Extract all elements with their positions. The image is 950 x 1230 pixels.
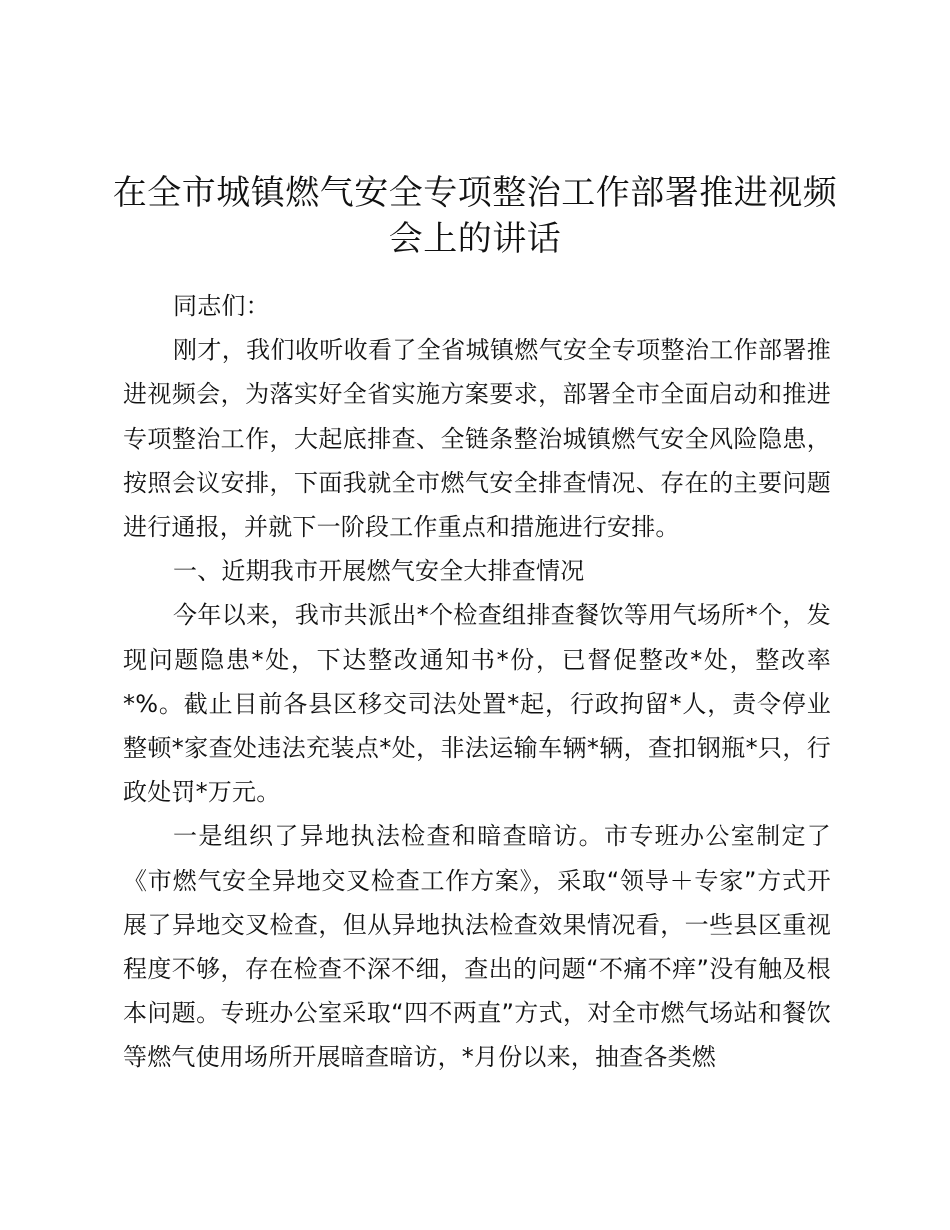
section-heading-1: 一、近期我市开展燃气安全大排查情况 (173, 557, 585, 586)
paragraph-statistics: 今年以来，我市共派出*个检查组排查餐饮等用气场所*个，发现问题隐患*处，下达整改通知书*份，已督促整改*处，整改率*%。截止目前各县区移交司法处置*起，行政拘留*人，责令停业整顿*家查处违法充装点*处，非法运输车辆*辆，查扣钢瓶*只，行政处罚*万元。 (123, 601, 831, 807)
paragraph-inspection: 一是组织了异地执法检查和暗查暗访。市专班办公室制定了《市燃气安全异地交叉检查工作方案》，采取“领导＋专家”方式开展了异地交叉检查，但从异地执法检查效果情况看，一些县区重视程度不够，存在检查不深不细，查出的问题“不痛不痒”没有触及根本问题。专班办公室采取“四不两直”方式，对全市燃气场站和餐饮等燃气使用场所开展暗查暗访，*月份以来，抽查各类燃 (123, 822, 831, 1072)
document-body (123, 284, 831, 1080)
salutation: 同志们： (173, 292, 270, 320)
paragraph-intro: 刚才，我们收听收看了全省城镇燃气安全专项整治工作部署推进视频会，为落实好全省实施方案要求，部署全市全面启动和推进专项整治工作，大起底排查、全链条整治城镇燃气安全风险隐患，按照会议安排，下面我就全市燃气安全排查情况、存在的主要问题进行通报，并就下一阶段工作重点和措施进行安排。 (123, 336, 831, 542)
document-title: 在全市城镇燃气安全专项整治工作部署推进视频会上的讲话 (112, 173, 838, 259)
